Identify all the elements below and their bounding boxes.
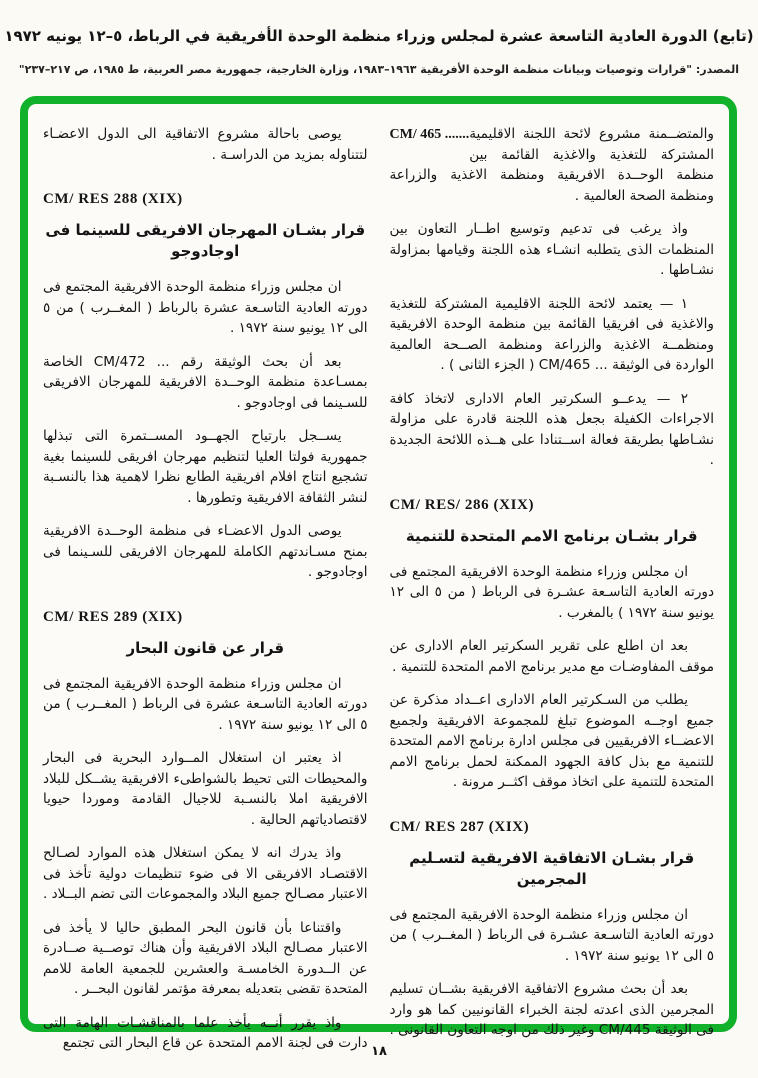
paragraph: واقتناعا بأن قانون البحر المطبق حاليا لا يأخذ فى الاعتبار مصـالح البلاد الافريقية وأن هناك توصــية صــادرة عن الــدورة الخامسـة والعشرين للجمعية العامة للامم المتحدة تقضى بتعديله بمعرفة مؤتمر لقانون البحــر . — [43, 919, 368, 997]
resolution-title: قرار بشـان برنامج الامم المتحدة للتنمية — [405, 526, 698, 545]
paragraph: واذ يدرك انه لا يمكن استغلال هذه الموارد لصـالح الاقتصـاد الافريقى الا فى ضوء تنظيمات دولية تأخذ فى الاعتبار مصـالح جميع البلاد والمجموعات التى تضم البــلاد . — [42, 845, 368, 902]
paragraph: بعد أن بحث مشروع الاتفاقية الافريقية بشــان تسليم المجرمين الذى اعدته لجنة الخبراء القانونيين كما هو وارد فى الوثيقة CM/445 وغير ذلك من اوجه التعاون القانونى . — [389, 981, 714, 1038]
resolution-code-cm-res-287: CM/ RES 287 (XIX) — [389, 818, 530, 835]
paragraph: ان مجلس وزراء منظمة الوحدة الافريقية المجتمع فى دورته العادية التاسـعة عشرة فى الرباط ( المغــرب ) من ٥ الى ١٢ يونيو سنة ١٩٧٢ . — [43, 675, 368, 733]
header-source-line: المصدر: "قرارات وتوصيات وبيانات منظمة الوحدة الأفريقية ١٩٦٣–١٩٨٣، وزارة الخارجية، جمهورية مصر العربية، ط ١٩٨٥، ص ٢١٧–٢٣٧" — [18, 63, 740, 76]
resolution-title: قرار بشـان الاتفاقية الافريقية لتسـليم المجرمين — [409, 848, 695, 888]
paragraph: بعد ان اطلع على تقرير السكرتير العام الادارى عن موقف المفاوضـات مع مدير برنامج الامم المتحدة للتنمية . — [389, 638, 714, 675]
paragraph: ١ — يعتمد لائحة اللجنة الاقليمية المشتركة للتغذية والاغذية فى افريقيا القائمة بين منظمة الوحدة الافريقية ومنظمــة الاغذية والزراعة ومنظمة الصــحة العالمية الواردة فى الوثيقة ... CM/465 ( الجزء الثانى ) . — [389, 295, 714, 373]
resolution-title: قرار عن قانون البحار — [126, 638, 285, 657]
paragraph: يســجل بارتياح الجهــود المســتمرة التى تبذلها جمهورية فولتا العليا لتنظيم مهرجان افريقى للسينما بغية تشجيع انتاج افلام افريقية الطابع نظرا لاهمية هذا بالنسـبة لنشر الثقافة الافريقية وتطورها . — [43, 428, 368, 506]
paragraph — [390, 124, 715, 206]
paragraph: يطلب من السـكرتير العام الادارى اعــداد مذكرة عن جميع اوجــه الموضوع تبلغ للمجموعة الافريقية ولجميع الاعضــاء الافريقيين فى مجلس ادارة برنامج الامم المتحدة للتنمية مع بذل كافة الجهود الممكنة لحمل برنامج الامم المتحدة للتنمية على اتخاذ موقف اكثــر مرونة . — [389, 692, 714, 790]
paragraph: يوصى باحالة مشروع الاتفاقية الى الدول الاعضـاء لتتناوله بمزيد من الدراسـة . — [43, 126, 368, 163]
paragraph: يوصى الدول الاعضـاء فى منظمة الوحــدة الافريقية بمنح مسـاندتهم الكاملة للمهرجان الافريقى للسـينما فى اوجادوجو . — [43, 523, 368, 580]
column-left — [42, 124, 368, 1051]
paragraph: اذ يعتبر ان استغلال المــوارد البحرية فى البحار والمحيطات التى تحيط بالشواطىء الافريقية يشــكل للبلاد الافريقية املا بالنسـبة للاجيال القادمة وموردا حيويا لاقتصادياتهم الحالية . — [43, 750, 368, 828]
paragraph: واذ يرغب فى تدعيم وتوسيع اطــار التعاون بين المنظمات الذى يتطلبه انشـاء هذه اللجنة وقيامها بمزاولة نشـاطها . — [389, 221, 714, 278]
two-column-layout — [42, 124, 714, 1051]
paragraph: ان مجلس وزراء منظمة الوحدة الافريقية المجتمع فى دورته العادية التاسـعة عشـرة فى الرباط ( المغــرب ) من ٥ الى ١٢ يونيو سنة ١٩٧٢ . — [389, 906, 714, 964]
document-frame — [20, 96, 737, 1051]
header-session-title: (تابع) الدورة العادية التاسعة عشرة لمجلس وزراء منظمة الوحدة الأفريقية في الرباط، ٥–١٢ يونيه ١٩٧٢ — [4, 27, 754, 45]
paragraph-text: والمتضــمنة مشروع لائحة اللجنة الاقليمية المشتركة للتغذية والاغذية القائمة بين منظمة الوحــدة الافريقية ومنظمة الاغذية والزراعة ومنظمة الصحة العالمية . — [389, 126, 714, 204]
column-right — [389, 124, 715, 1038]
paragraph: واذ يقرر أنــه يأخذ علما بالمناقشـات الهامة التى دارت فى لجنة الامم المتحدة عن قاع البحار التى تجتمع — [43, 1014, 368, 1051]
paragraph: بعد أن بحث الوثيقة رقم ... CM/472 الخاصة بمسـاعدة منظمة الوحــدة الافريقية للمهرجان الافريقى للسـينما فى اوجادوجو . — [43, 353, 368, 411]
page-number: ١٨ — [371, 1044, 387, 1059]
paragraph: ان مجلس وزراء منظمة الوحدة الافريقية المجتمع فى دورته العادية التاسـعة عشـرة فى الرباط ( من ٥ الى ١٢ يونيو سنة ١٩٧٢ ) بالمغرب . — [389, 563, 714, 621]
resolution-code-cm-res-286: CM/ RES/ 286 (XIX) — [389, 496, 535, 513]
resolution-title: قرار بشـان المهرجان الافريقى للسينما فى اوجادوجو — [45, 221, 366, 260]
resolution-code-cm-res-288: CM/ RES 288 (XIX) — [43, 191, 183, 207]
paragraph: ان مجلس وزراء منظمة الوحدة الافريقية المجتمع فى دورته العادية التاسـعة عشرة بالرباط ( المغــرب ) من ٥ الى ١٢ يونيو سنة ١٩٧٢ . — [43, 279, 368, 336]
resolution-code-cm-res-289: CM/ RES 289 (XIX) — [43, 608, 183, 625]
paragraph: ٢ — يدعــو السكرتير العام الادارى لاتخاذ كافة الاجراءات الكفيلة بجعل هذه اللجنة قادرة على مزاولة نشـاطها بطريقة فعالة اســتنادا على هــذه اللائحة الجديدة . — [389, 390, 714, 468]
document-ref-cm465: CM/ 465 ....... — [389, 127, 470, 142]
